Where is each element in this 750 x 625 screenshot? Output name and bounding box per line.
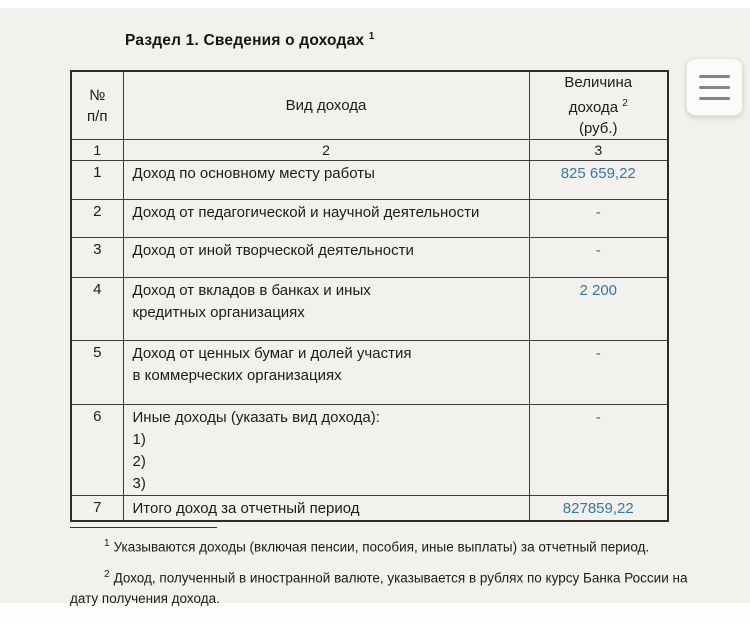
income-type-line: Доход от иной творческой деятельности: [132, 242, 414, 259]
title-footnote-ref: 1: [368, 31, 375, 42]
table-row-total: [71, 496, 668, 522]
income-type-line: кредитных организациях: [132, 304, 305, 321]
header-number-line1: №: [89, 86, 106, 104]
income-type-cell: [123, 278, 529, 341]
column-number-3: 3: [529, 140, 668, 161]
footnote-1: [70, 533, 694, 558]
footnote-1-text: Указываются доходы (включая пенсии, пособия, иные выплаты) за отчетный период.: [113, 539, 650, 555]
income-type-line: Доход от педагогической и научной деятельности: [132, 204, 480, 221]
income-type-subline: 3): [132, 475, 146, 492]
header-value-line1: Величина: [564, 74, 633, 91]
table-row: [71, 405, 668, 496]
table-row: [71, 278, 668, 341]
page-title-text: Раздел 1. Сведения о доходах: [125, 32, 365, 50]
income-type-cell: [123, 238, 529, 278]
income-value-cell: -: [529, 405, 668, 496]
header-value-line3: (руб.): [578, 120, 618, 137]
header-type-cell: [123, 71, 529, 140]
hamburger-bar: [699, 97, 730, 100]
footnote-1-marker: 1: [104, 538, 110, 549]
income-type-cell: [123, 200, 529, 238]
header-value-line2: дохода $^2$: [568, 98, 628, 116]
income-type-cell: [123, 496, 529, 522]
hamburger-bar: [699, 86, 730, 89]
income-type-line: Итого доход за отчетный период: [132, 500, 360, 517]
income-type-cell: [123, 161, 529, 200]
footnote-2: [70, 564, 694, 610]
row-number-cell: 4: [71, 278, 123, 341]
row-number-cell: 5: [71, 341, 123, 405]
income-value-cell: -: [529, 238, 668, 278]
income-type-subline: 1): [132, 431, 146, 448]
income-type-line: Доход от вкладов в банках и иных: [132, 282, 371, 299]
income-type-cell: [123, 405, 529, 496]
column-number-1: 1: [71, 140, 123, 161]
column-number-2: 2: [123, 140, 529, 161]
footnote-2-marker: 2: [104, 568, 110, 580]
row-number-cell: 2: [71, 200, 123, 238]
income-value-cell: -: [529, 200, 668, 238]
row-number-cell: 7: [71, 496, 123, 522]
value-footnote-ref: 2: [622, 98, 628, 109]
top-bar: [0, 0, 750, 8]
header-value-cell: [529, 71, 668, 140]
income-table: [70, 70, 669, 522]
income-type-subline: 2): [132, 453, 146, 470]
table-row: [71, 200, 668, 238]
row-number-cell: 6: [71, 405, 123, 496]
income-value-cell: 825 659,22: [529, 161, 668, 200]
income-value-cell: -: [529, 341, 668, 405]
table-row: [71, 161, 668, 200]
menu-button[interactable]: [686, 58, 743, 116]
income-value-cell: 827859,22: [529, 496, 668, 522]
row-number-cell: 3: [71, 238, 123, 278]
footnotes: [70, 533, 694, 615]
income-type-line: Иные доходы (указать вид дохода):: [132, 409, 380, 426]
table-row: [71, 238, 668, 278]
table-row: [71, 341, 668, 405]
header-number-cell: [71, 71, 123, 140]
column-numbering-row: [71, 140, 668, 161]
footnote-2-text: Доход, полученный в иностранной валюте, указывается в рублях по курсу Банка России на дату получения дохода.: [70, 570, 688, 606]
income-type-line: в коммерческих организациях: [132, 367, 342, 384]
page-title: [125, 31, 375, 50]
footnote-separator: [70, 527, 217, 528]
header-number-line2: п/п: [87, 107, 108, 125]
income-type-line: Доход по основному месту работы: [132, 165, 375, 182]
table-header-row: [71, 71, 668, 140]
row-number-cell: 1: [71, 161, 123, 200]
income-type-cell: [123, 341, 529, 405]
hamburger-bar: [699, 75, 730, 78]
header-type-label: Вид дохода: [285, 97, 367, 114]
income-value-cell: 2 200: [529, 278, 668, 341]
income-type-line: Доход от ценных бумаг и долей участия: [132, 345, 412, 362]
